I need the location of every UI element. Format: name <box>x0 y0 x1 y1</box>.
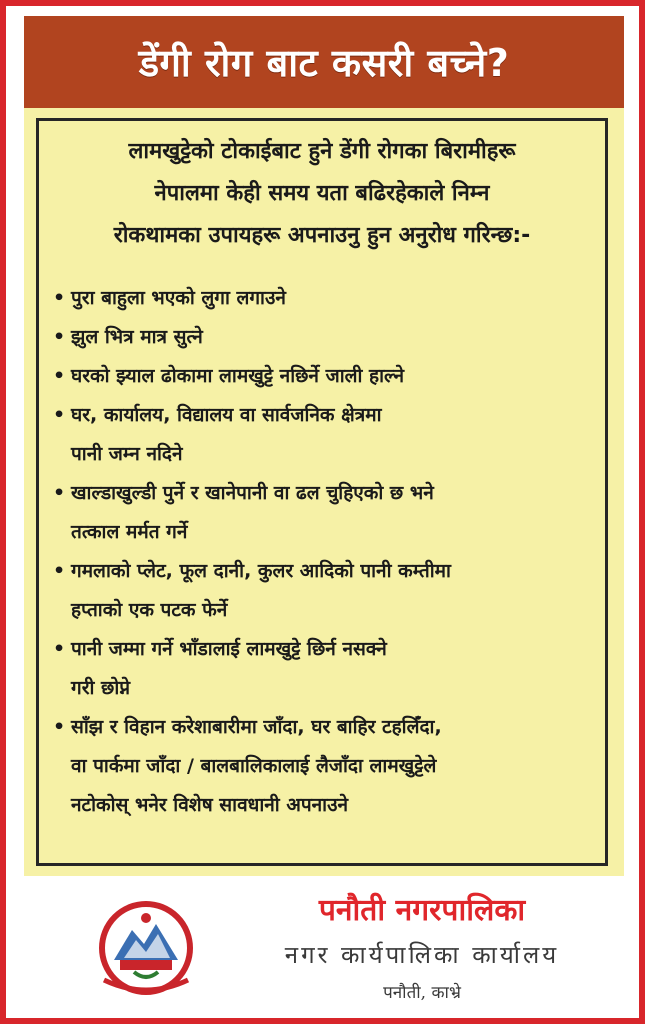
list-item <box>51 630 595 708</box>
list-item-line: तत्काल मर्मत गर्ने <box>71 521 188 543</box>
list-item-line: नटोकोस् भनेर विशेष सावधानी अपनाउने <box>71 794 349 816</box>
intro-line: रोकथामका उपायहरू अपनाउनु हुन अनुरोध गरिन्छ:- <box>113 223 531 248</box>
notice-panel <box>24 108 624 876</box>
nepal-emblem-icon <box>94 900 198 996</box>
list-item <box>51 357 595 396</box>
intro-line: लामखुट्टेको टोकाईबाट हुने डेंगी रोगका बिरामीहरू <box>128 139 516 164</box>
list-item-line: • खाल्डाखुल्डी पुर्ने र खानेपानी वा ढल चुहिएको छ भने <box>71 482 434 504</box>
notice-box <box>36 118 608 866</box>
list-item-line: • पानी जम्मा गर्ने भाँडालाई लामखुट्टे छिर्न नसक्ने <box>71 638 387 660</box>
office-name: नगर कार्यपालिका कार्यालय <box>284 941 560 969</box>
list-item <box>51 708 595 825</box>
list-item <box>51 474 595 552</box>
title-banner <box>24 16 624 108</box>
list-item-line: वा पार्कमा जाँदा / बालबालिकालाई लैजाँदा लामखुट्टेले <box>71 755 437 777</box>
list-item <box>51 318 595 357</box>
list-item <box>51 552 595 630</box>
list-item-line: पानी जम्न नदिने <box>71 443 183 465</box>
list-item-line: • गमलाको प्लेट, फूल दानी, कुलर आदिको पानी कम्तीमा <box>71 560 451 582</box>
footer <box>24 876 624 1016</box>
list-item-line: • साँझ र विहान करेशाबारीमा जाँदा, घर बाहिर टहलिँदा, <box>71 716 442 738</box>
list-item-line: • पुरा बाहुला भएको लुगा लगाउने <box>71 287 286 309</box>
location-text: पनौती, काभ्रे <box>383 983 461 1003</box>
list-item-line: हप्ताको एक पटक फेर्ने <box>71 599 228 621</box>
list-item-line: • झुल भित्र मात्र सुत्ने <box>71 326 203 348</box>
list-item <box>51 279 595 318</box>
list-item-line: • घरको झ्याल ढोकामा लामखुट्टे नछिर्ने जाली हाल्ने <box>71 365 405 387</box>
intro-line: नेपालमा केही समय यता बढिरहेकाले निम्न <box>154 181 490 206</box>
municipality-name: पनौती नगरपालिका <box>318 893 526 928</box>
list-item-line: • घर, कार्यालय, विद्यालय वा सार्वजनिक क्षेत्रमा <box>71 404 382 426</box>
prevention-list <box>51 279 595 825</box>
poster-title: डेंगी रोग बाट कसरी बच्ने? <box>138 41 510 85</box>
list-item-line: गरी छोप्ने <box>71 677 131 699</box>
intro-paragraph <box>49 131 595 257</box>
list-item <box>51 396 595 474</box>
